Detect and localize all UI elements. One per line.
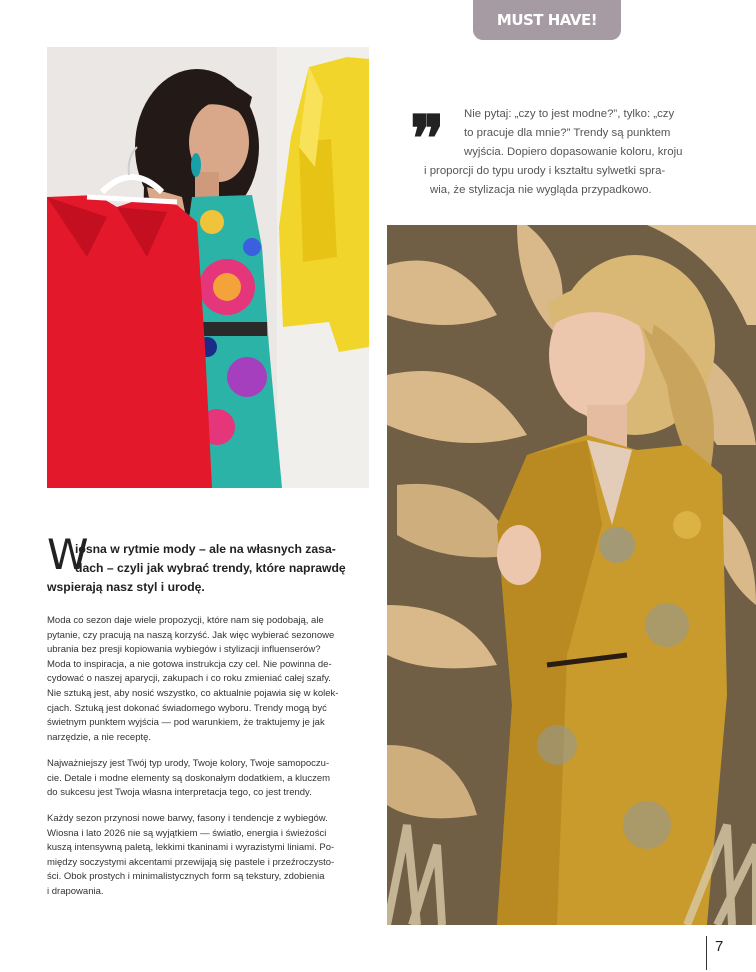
body-line: ści. Obok prostych i minimalistycznych form są tekstury, zdobienia (47, 871, 325, 883)
body-line: kuszą intensywną paletą, lekkimi tkaninami i wyrazistymi liniami. Po- (47, 842, 335, 854)
lead-line: dach – czyli jak wybrać trendy, które naprawdę (75, 561, 346, 575)
quote-line: i proporcji do typu urody i kształtu sylwetki spra- (424, 165, 666, 177)
quote-line: wyjścia. Dopiero dopasowanie koloru, kroju (464, 146, 683, 158)
body-line: i drapowania. (47, 885, 104, 897)
body-line: Każdy sezon przynosi nowe barwy, fasony i tendencje z wybiegów. (47, 813, 328, 824)
body-line: cjach. Sztuką jest dokonać świadomego wyboru. Trendy mogą być (47, 702, 327, 714)
section-tag: MUST HAVE! (473, 0, 621, 40)
body-line: narzędzie, a nie receptę. (47, 731, 152, 743)
quote-line: to pracuje dla mnie?” Trendy są punktem (464, 127, 671, 139)
body-line: Nie sztuką jest, aby nosić wszystko, co aktualnie pojawia się w kolek- (47, 687, 339, 699)
body-line: cydować o naszej aparycji, zakupach i co roku zmieniać całej szafy. (47, 673, 331, 685)
pull-quote (424, 105, 700, 200)
article-paragraph (47, 614, 372, 745)
body-line: Najważniejszy jest Twój typ urody, Twoje kolory, Twoje samopoczu- (47, 758, 330, 769)
quote-line: Nie pytaj: „czy to jest modne?”, tylko: „czy (464, 108, 675, 120)
photo-woman-with-clothes (47, 47, 369, 488)
page-number: 7 (715, 938, 724, 955)
body-line: do sukcesu jest Twoja własna interpretacja tego, co jest trendy. (47, 787, 312, 799)
lead-line: wspierają nasz styl i urodę. (47, 580, 205, 594)
body-line: ubrania bez presji kopiowania wybiegów i stylizacji influenserów? (47, 644, 321, 656)
page-number-rule (706, 936, 707, 970)
body-line: Moda to inspiracja, a nie gotowa instrukcja czy cel. Nie powinna de- (47, 658, 332, 670)
body-line: między soczystymi akcentami przewijają się pastele i przeźroczysto- (47, 856, 335, 868)
body-line: pytanie, czy pracują na naszą korzyść. Jak więc wybierać sezonowe (47, 629, 335, 641)
body-line: świetnym punktem wyjścia — pod warunkiem, że traktujemy je jak (47, 717, 325, 729)
article-paragraph (47, 757, 372, 801)
drop-cap: W (47, 530, 89, 579)
article-paragraph (47, 812, 372, 900)
body-line: cie. Detale i modne elementy są doskonałym dodatkiem, a kluczem (47, 772, 331, 784)
body-line: Wiosna i lato 2026 nie są wyjątkiem — światło, energia i świeżości (47, 827, 327, 839)
photo-woman-gold-jacket (387, 225, 756, 925)
quote-line: wia, że stylizacja nie wygląda przypadkowo. (430, 184, 652, 196)
quote-mark-icon: ❞ (410, 102, 445, 177)
article-lead (47, 530, 372, 597)
lead-line: iosna w rytmie mody – ale na własnych zasa- (75, 542, 336, 556)
body-line: Moda co sezon daje wiele propozycji, które nam się podobają, ale (47, 615, 324, 626)
